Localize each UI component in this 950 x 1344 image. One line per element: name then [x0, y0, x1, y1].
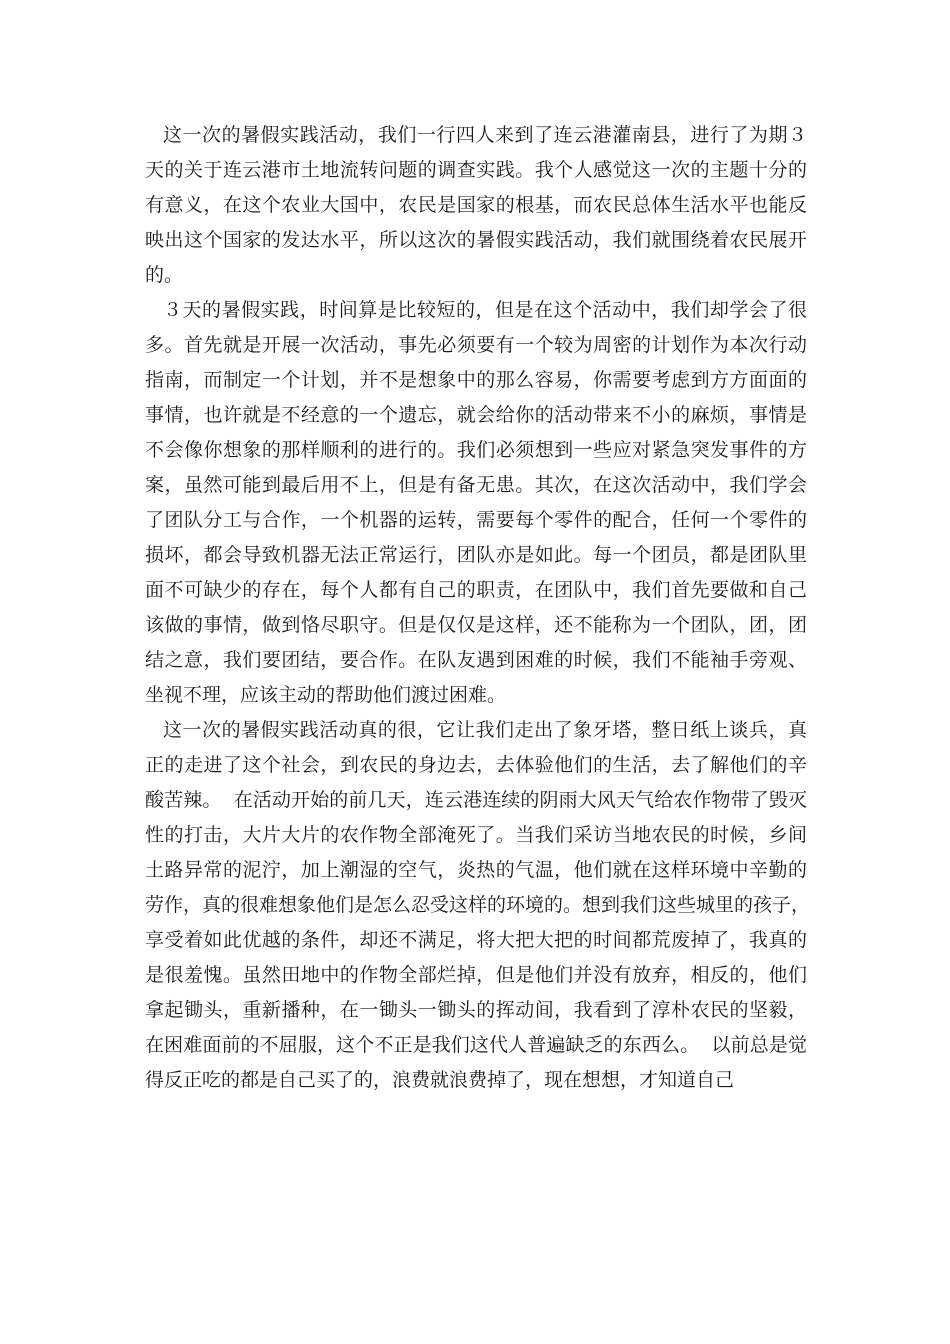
text-line: 案，虽然可能到最后用不上，但是有备无患。其次，在这次活动中，我们学会	[145, 474, 807, 496]
text-line: 的。	[145, 264, 184, 286]
text-line: 在困难面前的不屈服，这个不正是我们这代人普遍缺乏的东西么。 以前总是觉	[145, 1034, 807, 1056]
text-line: 天的关于连云港市土地流转问题的调查实践。我个人感觉这一次的主题十分的	[145, 159, 807, 181]
text-line: 面不可缺少的存在，每个人都有自己的职责，在团队中，我们首先要做和自己	[145, 579, 807, 601]
text-line: 得反正吃的都是自己买了的，浪费就浪费掉了，现在想想，才知道自己	[145, 1069, 735, 1091]
paragraph-2	[145, 293, 807, 713]
text-line: 指南，而制定一个计划，并不是想象中的那么容易，你需要考虑到方方面面的	[145, 369, 807, 391]
text-line: 坐视不理，应该主动的帮助他们渡过困难。	[145, 684, 507, 706]
text-line: 映出这个国家的发达水平，所以这次的暑假实践活动，我们就围绕着农民展开	[145, 229, 807, 251]
text-line: 多。首先就是开展一次活动，事先必须要有一个较为周密的计划作为本次行动	[145, 334, 807, 356]
document-body	[145, 118, 811, 1098]
paragraph-3	[145, 713, 811, 1098]
text-line: 性的打击，大片大片的农作物全部淹死了。当我们采访当地农民的时候，乡间	[145, 824, 807, 846]
text-line: 正的走进了这个社会，到农民的身边去，去体验他们的生活，去了解他们的辛	[145, 754, 807, 776]
text-line: ３天的暑假实践，时间算是比较短的，但是在这个活动中，我们却学会了很	[163, 299, 807, 321]
text-line: 了团队分工与合作，一个机器的运转，需要每个零件的配合，任何一个零件的	[145, 509, 807, 531]
text-line: 损坏，都会导致机器无法正常运行，团队亦是如此。每一个团员，都是团队里	[145, 544, 807, 566]
text-line: 不会像你想象的那样顺利的进行的。我们必须想到一些应对紧急突发事件的方	[145, 439, 807, 461]
text-line: 劳作，真的很难想象他们是怎么忍受这样的环境的。想到我们这些城里的孩子，	[145, 894, 811, 916]
text-line: 这一次的暑假实践活动真的很，它让我们走出了象牙塔，整日纸上谈兵，真	[163, 719, 807, 741]
text-line: 这一次的暑假实践活动，我们一行四人来到了连云港灌南县，进行了为期３	[163, 124, 807, 146]
paragraph-1	[145, 118, 807, 293]
text-line: 事情，也许就是不经意的一个遗忘，就会给你的活动带来不小的麻烦，事情是	[145, 404, 807, 426]
text-line: 结之意，我们要团结，要合作。在队友遇到困难的时候，我们不能袖手旁观、	[145, 649, 807, 671]
text-line: 土路异常的泥泞，加上潮湿的空气，炎热的气温，他们就在这样环境中辛勤的	[145, 859, 807, 881]
text-line: 享受着如此优越的条件，却还不满足，将大把大把的时间都荒废掉了，我真的	[145, 929, 807, 951]
text-line: 该做的事情，做到恪尽职守。但是仅仅是这样，还不能称为一个团队，团，团	[145, 614, 807, 636]
text-line: 是很羞愧。虽然田地中的作物全部烂掉，但是他们并没有放弃，相反的，他们	[145, 964, 807, 986]
text-line: 酸苦辣。 在活动开始的前几天，连云港连续的阴雨大风天气给农作物带了毁灭	[145, 789, 807, 811]
text-line: 有意义，在这个农业大国中，农民是国家的根基，而农民总体生活水平也能反	[145, 194, 807, 216]
text-line: 拿起锄头，重新播种，在一锄头一锄头的挥动间，我看到了淳朴农民的坚毅，	[145, 999, 807, 1021]
